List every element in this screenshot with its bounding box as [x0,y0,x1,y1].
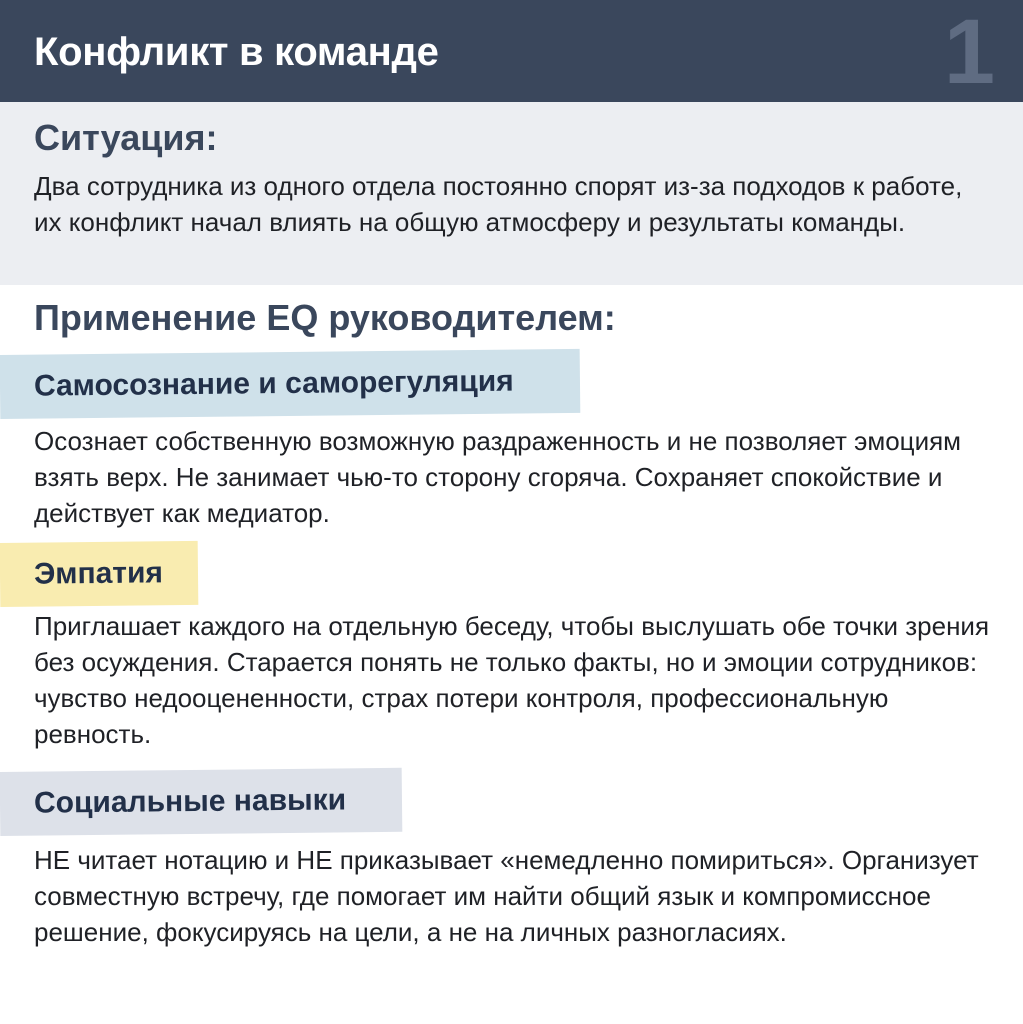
label-social-skills-text: Социальные навыки [33,783,347,820]
empathy-text: Приглашает каждого на отдельную беседу, чтобы выслушать обе точки зрения без осуждения. Старается понять не только факты, но и эмоции сотрудников: чувство недооцененности, страх потери контроля, профессиональную ревность. [34,611,990,749]
header-bar [0,0,1023,102]
social-skills-text: НЕ читает нотацию и НЕ приказывает «немедленно помириться». Организует совместную встречу, где помогает им найти общий язык и компромиссное решение, фокусируясь на цели, а не на личных разногласиях. [34,845,979,947]
label-self-awareness-text: Самосознание и саморегуляция [33,364,514,403]
situation-heading: Ситуация: [34,117,218,158]
label-empathy-text: Эмпатия [33,556,164,591]
page-title: Конфликт в команде [34,30,439,74]
slide-number: 1 [943,1,995,102]
situation-panel [0,102,1023,285]
situation-text: Два сотрудника из одного отдела постоянно спорят из-за подходов к работе, их конфликт начал влиять на общую атмосферу и результаты команды. [34,171,963,237]
eq-section-heading: Применение EQ руководителем: [34,297,616,338]
label-self-awareness [0,349,580,419]
label-social-skills [0,768,402,836]
self-awareness-text: Осознает собственную возможную раздраженность и не позволяет эмоциям взять верх. Не занимает чью-то сторону сгоряча. Сохраняет спокойствие и действует как медиатор. [34,426,962,528]
label-empathy [0,541,198,607]
